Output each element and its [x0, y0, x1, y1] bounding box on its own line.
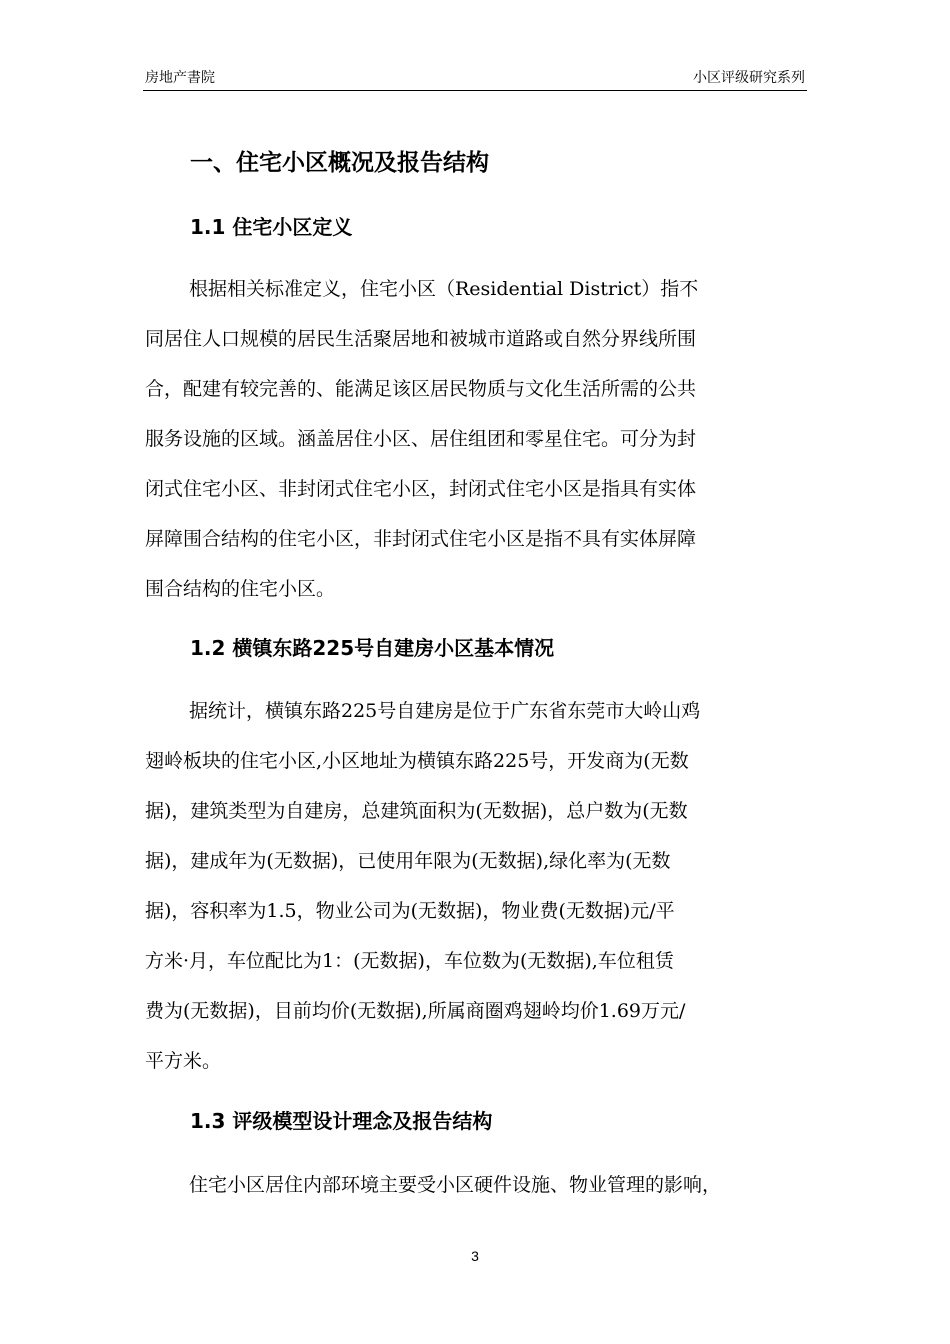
- paragraph-line: 翅岭板块的住宅小区,小区地址为横镇东路225号，开发商为(无数: [145, 750, 689, 772]
- paragraph-line: 据)，容积率为1.5，物业公司为(无数据)，物业费(无数据)元/平: [145, 900, 675, 922]
- paragraph-line: 据)，建筑类型为自建房，总建筑面积为(无数据)，总户数为(无数: [145, 800, 688, 822]
- section-1-2-heading: 1.2 横镇东路225号自建房小区基本情况: [190, 636, 555, 660]
- section-1-1-heading: 1.1 住宅小区定义: [190, 215, 353, 239]
- paragraph-line: 根据相关标准定义，住宅小区（Residential District）指不: [189, 278, 699, 300]
- paragraph-line: 屏障围合结构的住宅小区，非封闭式住宅小区是指不具有实体屏障: [145, 528, 697, 550]
- page-number: 3: [471, 1248, 479, 1264]
- paragraph-line: 围合结构的住宅小区。: [145, 578, 336, 600]
- section-1-3-paragraph: [145, 1160, 815, 1210]
- paragraph-line: 同居住人口规模的居民生活聚居地和被城市道路或自然分界线所围: [145, 328, 697, 350]
- section-1-3-heading: 1.3 评级模型设计理念及报告结构: [190, 1109, 493, 1133]
- paragraph-line: 闭式住宅小区、非封闭式住宅小区，封闭式住宅小区是指具有实体: [145, 478, 697, 500]
- header-publisher: 房地产書院: [145, 70, 215, 86]
- paragraph-line: 服务设施的区域。涵盖居住小区、居住组团和零星住宅。可分为封: [145, 428, 697, 450]
- chapter-heading: 一、住宅小区概况及报告结构: [190, 150, 489, 176]
- section-1-1-paragraph: [145, 264, 815, 614]
- paragraph-line: 方米·月，车位配比为1：(无数据)，车位数为(无数据),车位租赁: [145, 950, 674, 972]
- section-1-2-paragraph: [145, 686, 815, 1086]
- paragraph-line: 合，配建有较完善的、能满足该区居民物质与文化生活所需的公共: [145, 378, 697, 400]
- header-series-title: 小区评级研究系列: [693, 70, 805, 86]
- paragraph-line: 平方米。: [145, 1050, 222, 1072]
- page-header: [143, 68, 807, 91]
- paragraph-line: 据统计，横镇东路225号自建房是位于广东省东莞市大岭山鸡: [189, 700, 701, 722]
- paragraph-line: 住宅小区居住内部环境主要受小区硬件设施、物业管理的影响，: [189, 1174, 722, 1196]
- paragraph-line: 费为(无数据)，目前均价(无数据),所属商圈鸡翅岭均价1.69万元/: [145, 1000, 686, 1022]
- paragraph-line: 据)，建成年为(无数据)，已使用年限为(无数据),绿化率为(无数: [145, 850, 671, 872]
